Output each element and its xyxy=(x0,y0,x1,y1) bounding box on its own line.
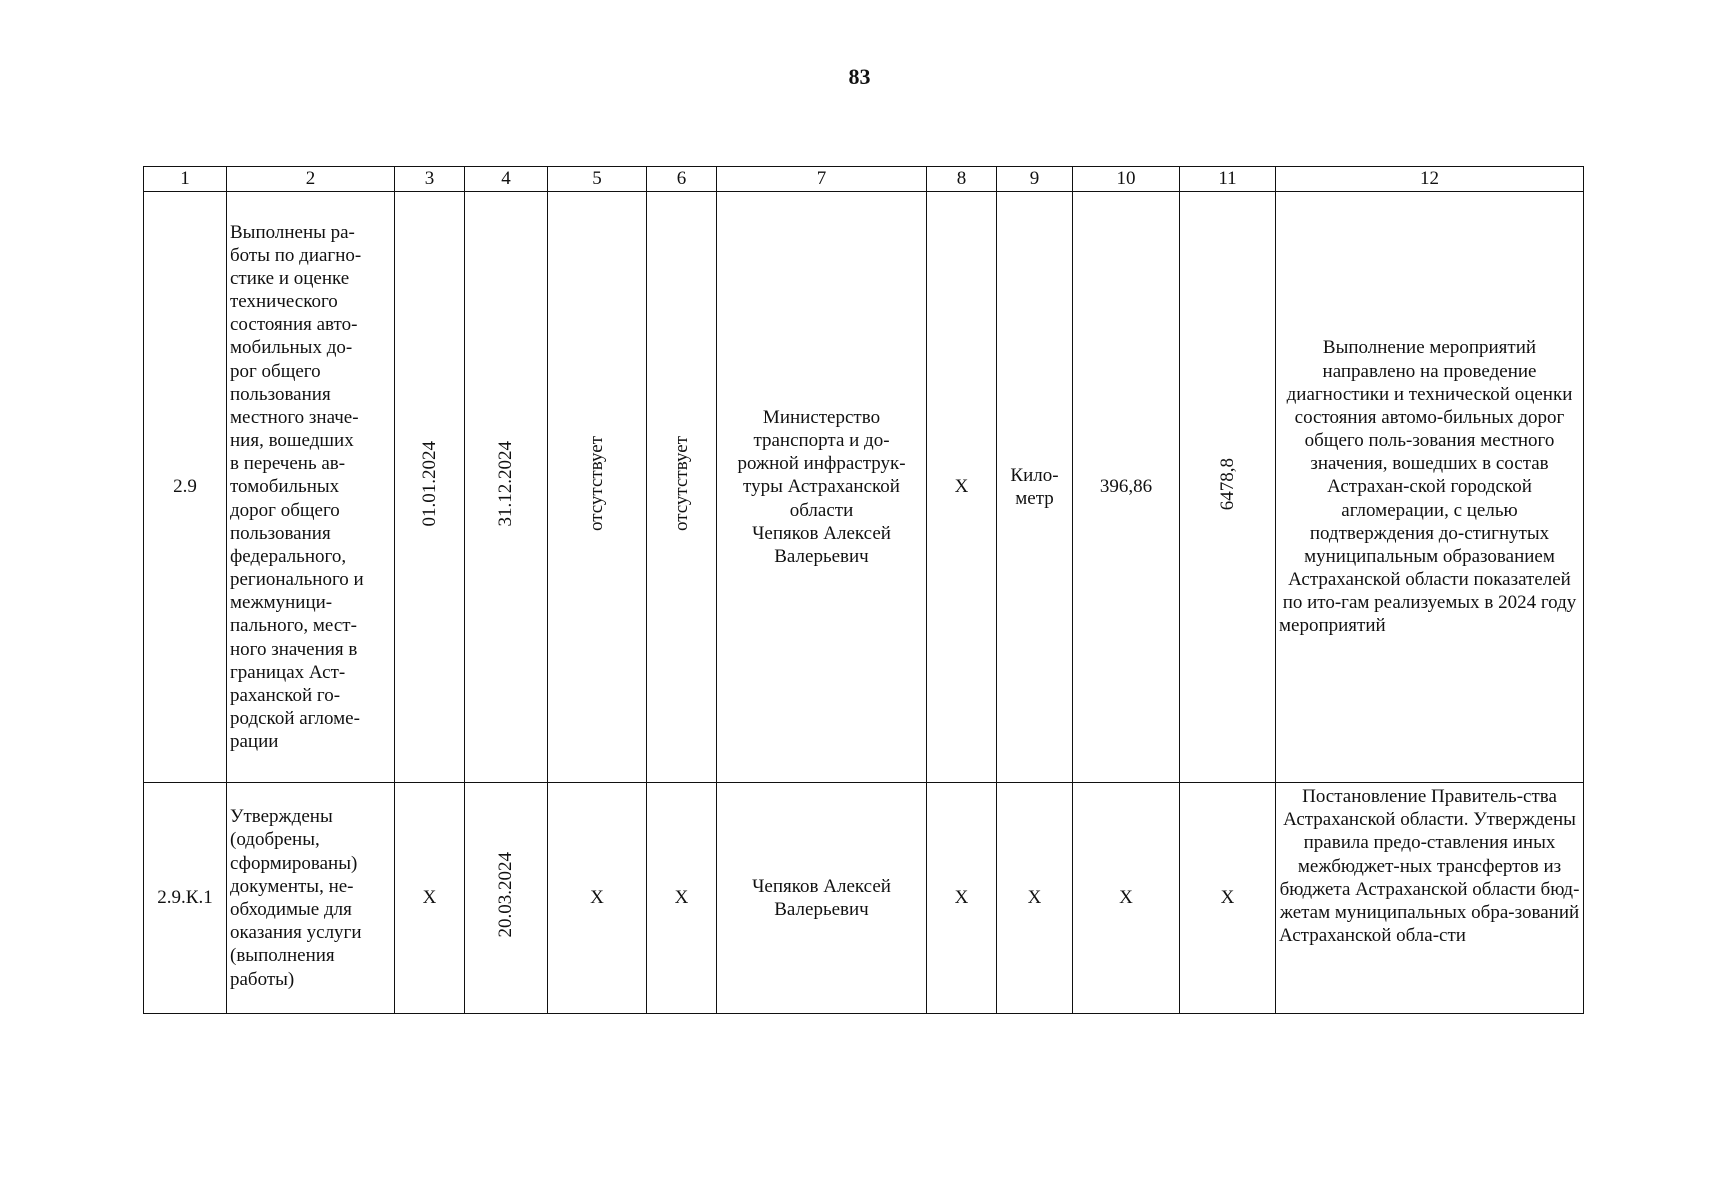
comment: Выполнение мероприятий направлено на проведение диагностики и технической оценки состояния автомо-бильных дорог общего поль-зования местного значения, вошедших в состав Астрахан-ской городской агломерации, с целью подтверждения до-стигнутых муниципальным образованием Астраханской области показателей по ито-гам реализуемых в 2024 году мероприятий xyxy=(1276,192,1584,783)
column-header-11: 11 xyxy=(1180,167,1276,192)
page-number: 83 xyxy=(848,64,871,89)
start-date-cell xyxy=(395,192,465,783)
column-header-7: 7 xyxy=(717,167,927,192)
column-header-6: 6 xyxy=(647,167,717,192)
column-header-9: 9 xyxy=(997,167,1073,192)
column-header-5: 5 xyxy=(548,167,647,192)
col6-value: X xyxy=(647,783,717,1014)
column-header-1: 1 xyxy=(144,167,227,192)
indicator-value: X xyxy=(1073,783,1180,1014)
end-date-cell xyxy=(465,192,548,783)
unit: Кило- метр xyxy=(997,192,1073,783)
col8-value: X xyxy=(927,192,997,783)
col5-value: отсутствует xyxy=(586,436,608,532)
comment: Постановление Правитель-ства Астраханской области. Утверждены правила предо-ставления иных межбюджет-ных трансфертов из бюджета Астраханской области бюд-жетам муниципальных обра-зований Астраханской обла-сти xyxy=(1276,783,1584,1014)
col6-cell xyxy=(647,192,717,783)
column-header-12: 12 xyxy=(1276,167,1584,192)
row-description: Выполнены ра- боты по диагно- стике и оценке технического состояния авто- мобильных до- рог общего пользования местного значе- ния, вошедших в перечень ав- томобильных дорог общего пользования федерального, регионального и межмуници- пального, мест- ного значения в границах Аст- раханской го- родской агломе- рации xyxy=(227,192,395,783)
measures-table xyxy=(143,166,1584,1014)
column-header-4: 4 xyxy=(465,167,548,192)
row-number: 2.9 xyxy=(144,192,227,783)
column-header-8: 8 xyxy=(927,167,997,192)
col5-cell xyxy=(548,192,647,783)
col5-value: X xyxy=(548,783,647,1014)
amount-value: X xyxy=(1180,783,1276,1014)
col8-value: X xyxy=(927,783,997,1014)
amount-cell xyxy=(1180,192,1276,783)
header-row xyxy=(144,167,1584,192)
column-header-3: 3 xyxy=(395,167,465,192)
start-date: X xyxy=(395,783,465,1014)
row-number: 2.9.К.1 xyxy=(144,783,227,1014)
end-date-cell xyxy=(465,783,548,1014)
end-date: 31.12.2024 xyxy=(495,441,517,527)
start-date: 01.01.2024 xyxy=(418,441,440,527)
table-row xyxy=(144,192,1584,783)
table-row xyxy=(144,783,1584,1014)
responsible: Чепяков Алексей Валерьевич xyxy=(717,783,927,1014)
row-description: Утверждены (одобрены, сформированы) документы, не- обходимые для оказания услуги (выполнения работы) xyxy=(227,783,395,1014)
col6-value: отсутствует xyxy=(670,436,692,532)
unit: X xyxy=(997,783,1073,1014)
end-date: 20.03.2024 xyxy=(495,852,517,938)
column-header-10: 10 xyxy=(1073,167,1180,192)
indicator-value: 396,86 xyxy=(1073,192,1180,783)
responsible: Министерство транспорта и до- рожной инфраструк- туры Астраханской области Чепяков Алексей Валерьевич xyxy=(717,192,927,783)
column-header-2: 2 xyxy=(227,167,395,192)
amount-value: 6478,8 xyxy=(1216,457,1238,511)
